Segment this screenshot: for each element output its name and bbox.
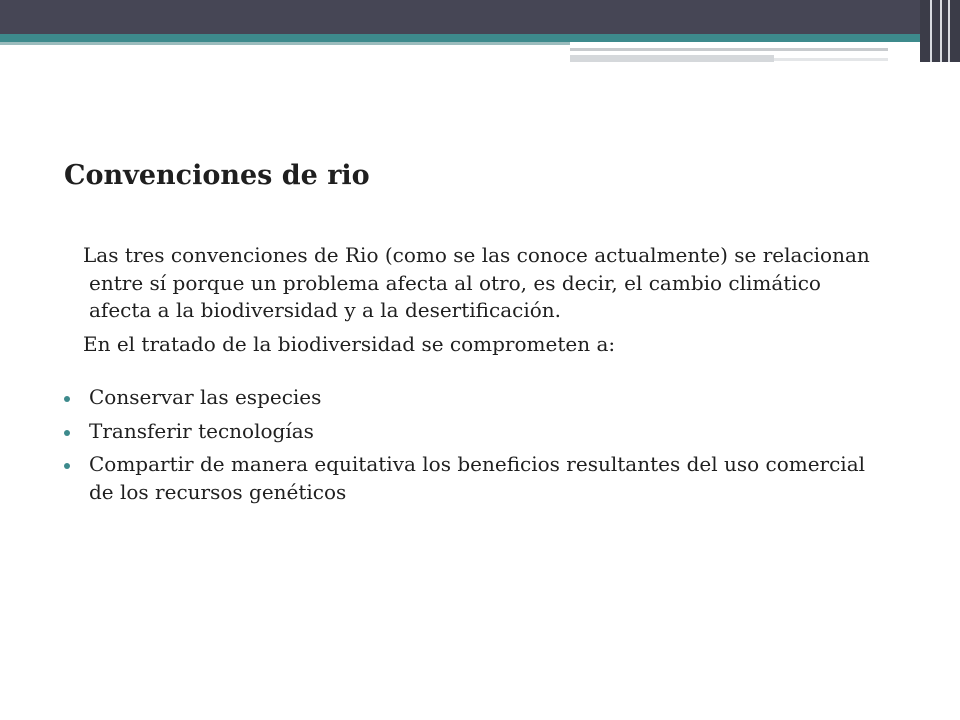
bullet-icon: [64, 396, 70, 402]
header-bar: [0, 0, 960, 34]
intro-paragraph: Las tres convenciones de Rio (como se las conoce actualmente) se relacionan entre sí porque un problema afecta al otro, es decir, el cambio climático afecta a la biodiversidad y a la desertificación.: [83, 243, 870, 322]
bullet-text: Conservar las especies: [89, 385, 322, 409]
slide-title: Convenciones de rio: [64, 160, 370, 191]
bullet-item: [64, 418, 884, 446]
commitment-lead: En el tratado de la biodiversidad se comprometen a:: [83, 331, 616, 356]
header-corner-line: [948, 0, 950, 62]
bullet-text: Transferir tecnologías: [89, 418, 314, 443]
header-accent-band: [0, 34, 960, 42]
header-corner-line: [930, 0, 932, 62]
bullet-icon: [64, 463, 70, 469]
slide-body: [64, 242, 884, 512]
bullet-text: Compartir de manera equitativa los beneficios resultantes del uso comercial de los recursos genéticos: [89, 452, 866, 504]
header-grey-strip-lower: [570, 55, 774, 62]
bullet-icon: [64, 430, 70, 436]
header-grey-strip: [570, 48, 888, 51]
bullet-item: [64, 451, 884, 506]
bullet-list: [64, 384, 884, 506]
header-grey-strip-tail: [774, 58, 888, 61]
header-corner-line: [940, 0, 942, 62]
bullet-item: [64, 384, 884, 412]
